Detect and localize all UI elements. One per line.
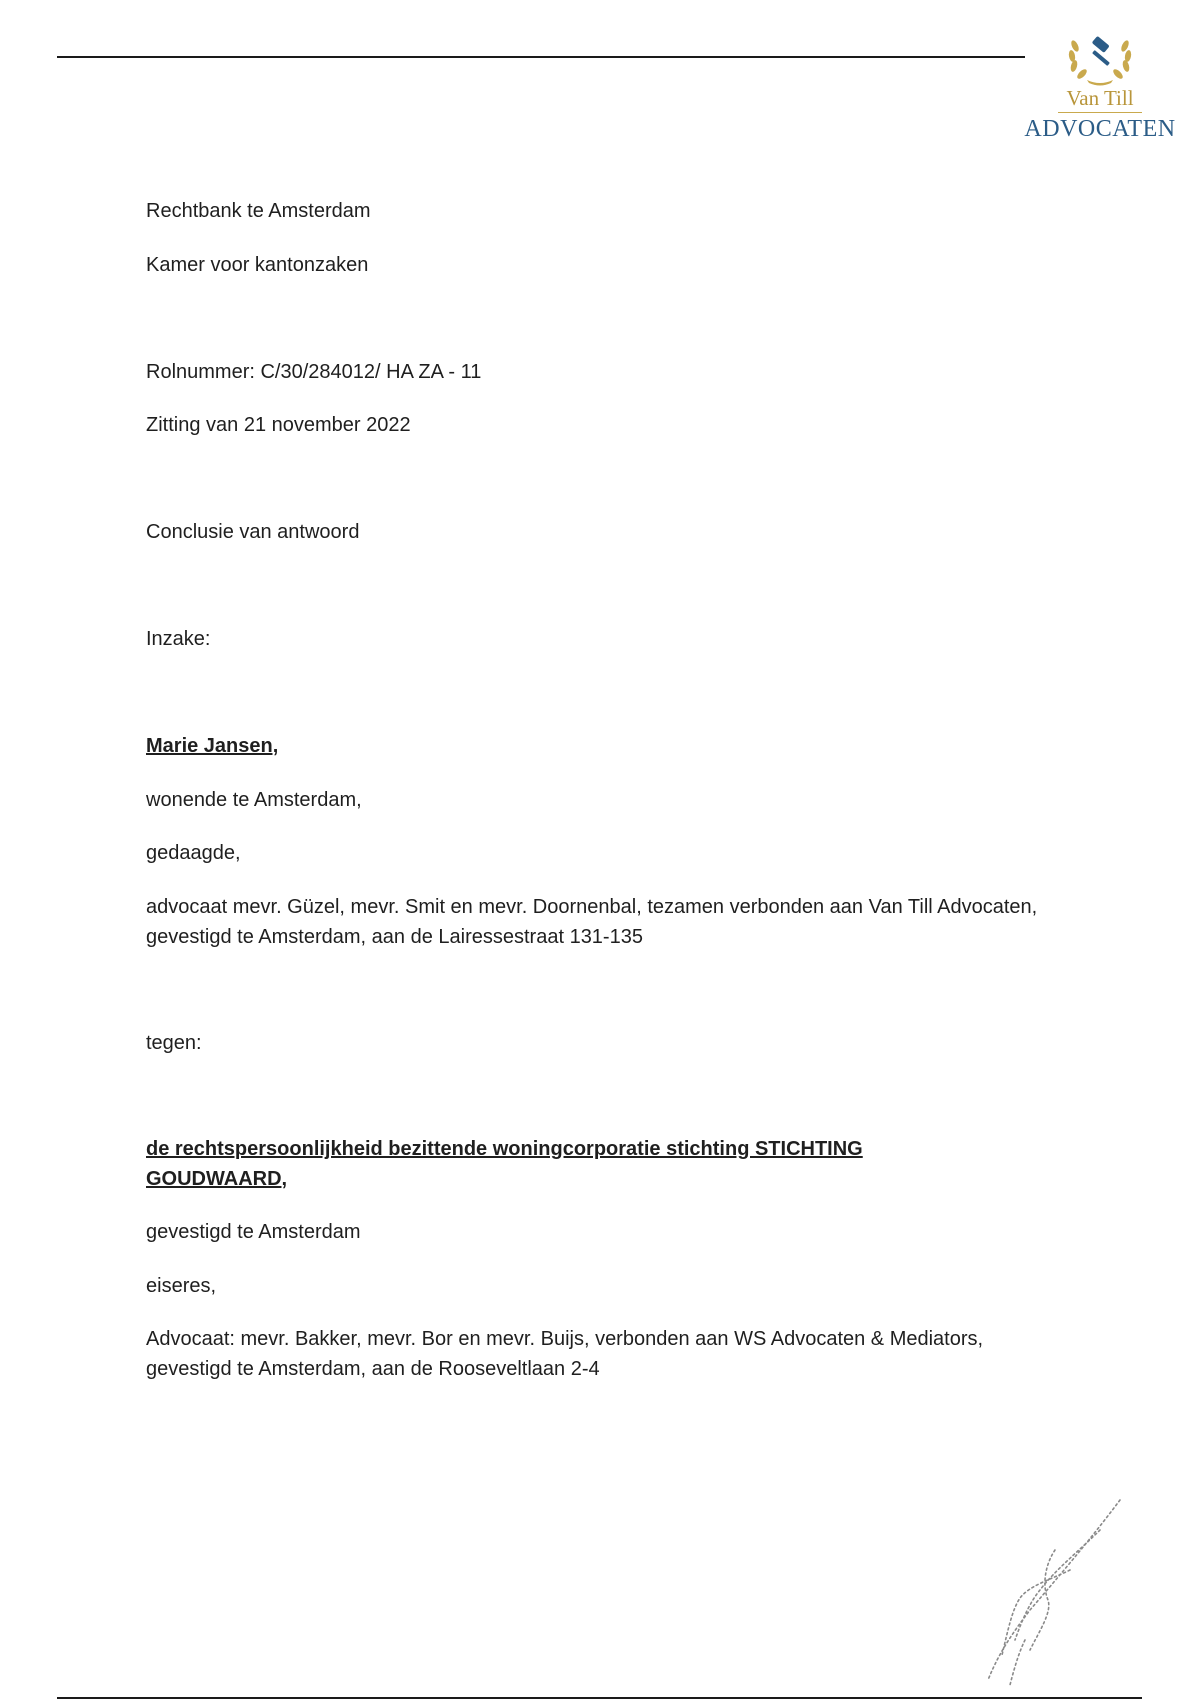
case-number: Rolnummer: C/30/284012/ HA ZA - 11 [146,361,482,383]
court-name: Rechtbank te Amsterdam [146,200,371,222]
hearing-date: Zitting van 21 november 2022 [146,414,411,436]
gavel-laurel-icon [1063,30,1137,86]
defendant-role: gedaagde, [146,842,241,864]
plaintiff-counsel: Advocaat: mevr. Bakker, mevr. Bor en mevr. Buijs, verbonden aan WS Advocaten & Mediators, gevestigd te Amsterdam, aan de Rooseveltlaan 2-4 [146,1328,984,1380]
defendant-counsel: advocaat mevr. Güzel, mevr. Smit en mevr. Doornenbal, tezamen verbonden aan Van Till Advocaten, gevestigd te Amsterdam, aan de Lairessestraat 131-135 [146,896,1038,948]
signature-mark [960,1490,1130,1700]
document-type: Conclusie van antwoord [146,521,360,543]
chamber-name: Kamer voor kantonzaken [146,254,369,276]
footer-rule [57,1697,1142,1699]
versus-label: tegen: [146,1032,202,1054]
in-re-label: Inzake: [146,628,211,650]
header-rule [57,56,1025,58]
defendant-residence: wonende te Amsterdam, [146,789,362,811]
logo-divider [1058,112,1142,113]
defendant-name: Marie Jansen, [146,735,279,757]
plaintiff-seat: gevestigd te Amsterdam [146,1221,361,1243]
logo-firm-type: ADVOCATEN [1024,116,1176,142]
firm-logo [1010,30,1190,150]
plaintiff-role: eiseres, [146,1275,217,1297]
plaintiff-name: de rechtspersoonlijkheid bezittende woningcorporatie stichting STICHTING GOUDWAARD, [146,1138,863,1190]
logo-firm-name: Van Till [1066,86,1134,110]
